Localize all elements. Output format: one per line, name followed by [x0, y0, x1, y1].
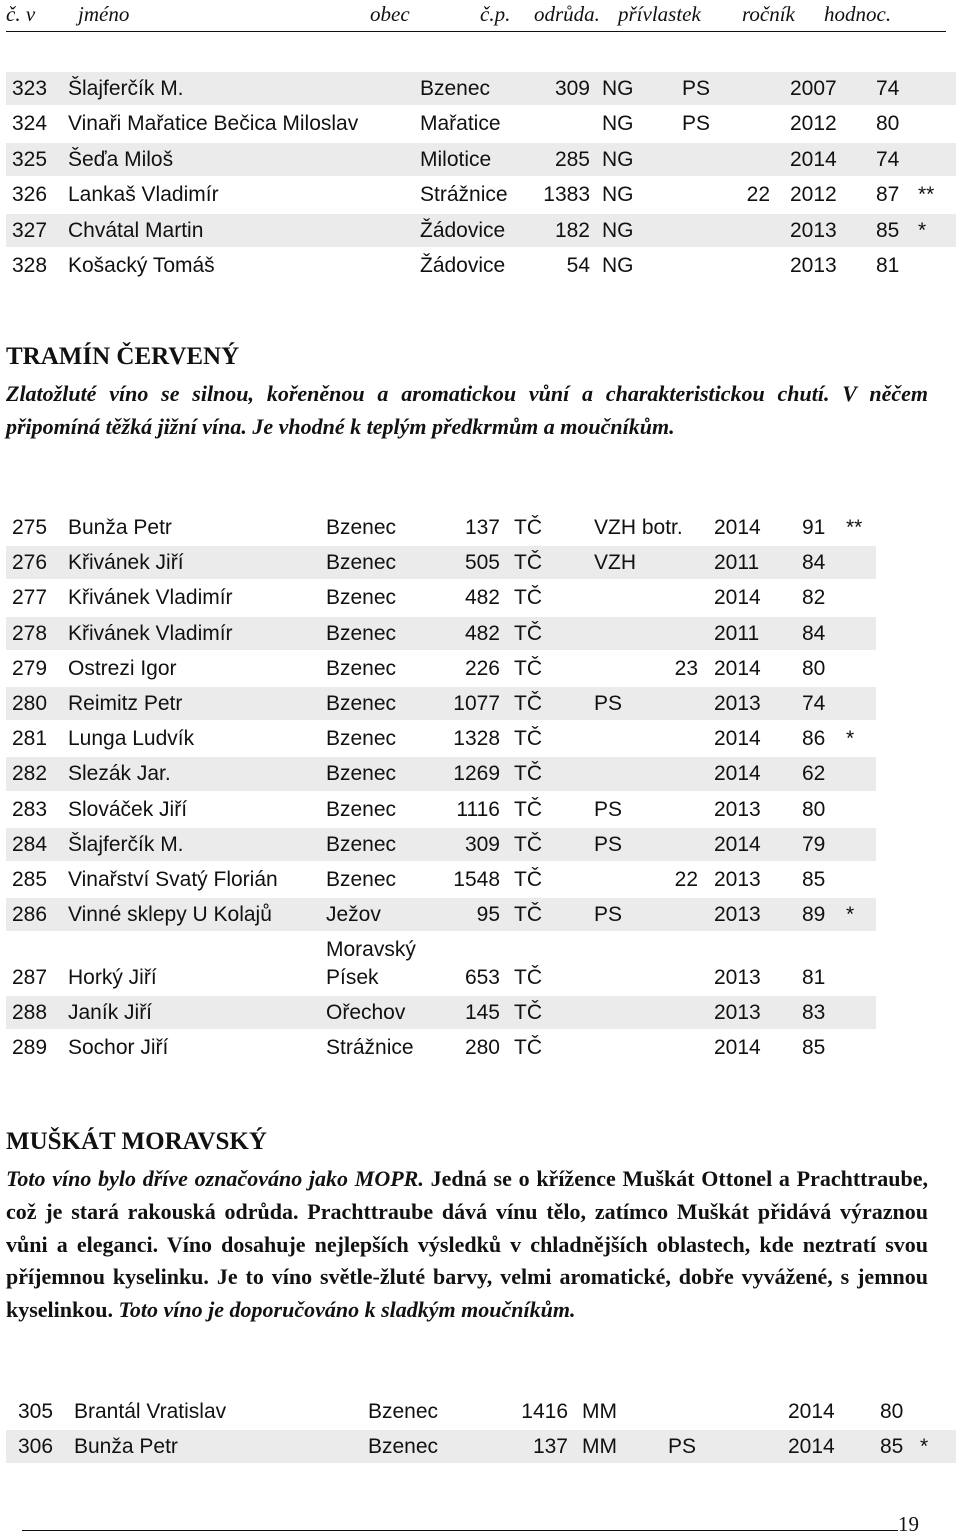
cell-var: TČ	[514, 965, 542, 989]
cell-pred: PS	[594, 903, 623, 927]
table-row	[6, 652, 876, 685]
cell-score: 80	[802, 656, 826, 680]
cell-year: 2013	[714, 903, 761, 927]
cell-cp: 482	[464, 621, 500, 645]
cell-cp: 653	[464, 965, 500, 989]
header-obec: obec	[370, 2, 410, 26]
cell-year: 2014	[714, 586, 761, 610]
footer-rule	[22, 1530, 898, 1531]
cell-year: 2013	[714, 692, 761, 715]
cell-var: TČ	[514, 762, 542, 786]
cell-var: TČ	[514, 868, 542, 891]
cell-var: NG	[602, 77, 634, 100]
section-description-muskat	[6, 1163, 928, 1327]
table-row	[6, 757, 876, 790]
cell-name: Bunža Petr	[68, 516, 172, 539]
cell-year: 2011	[714, 551, 760, 575]
section-title-tramin: TRAMÍN ČERVENÝ	[6, 343, 240, 370]
cell-name: Košacký Tomáš	[68, 254, 215, 277]
cell-pred: VZH botr.	[594, 516, 683, 539]
cell-n: 22	[746, 183, 770, 207]
cell-cp: 482	[464, 586, 500, 610]
cell-name: Slezák Jar.	[68, 762, 171, 786]
cell-year: 2014	[714, 727, 761, 751]
cell-cp: 182	[554, 218, 590, 242]
cell-cp: 1328	[453, 727, 500, 751]
cell-town: Bzenec	[326, 797, 397, 821]
cell-pred: PS	[682, 77, 711, 100]
cell-pred: PS	[682, 112, 711, 136]
page-number: 19	[898, 1512, 919, 1536]
cell-cp: 309	[554, 77, 590, 100]
cell-name: Vinaři Mařatice Bečica Miloslav	[68, 112, 359, 136]
cell-year: 2011	[714, 621, 760, 645]
cell-var: TČ	[514, 797, 542, 821]
cell-town: Bzenec	[368, 1400, 439, 1423]
cell-name: Šlajferčík M.	[68, 832, 184, 856]
cell-name: Šeďa Miloš	[68, 147, 174, 171]
cell-town-line1: Moravský	[326, 938, 416, 962]
cell-score: 80	[880, 1400, 904, 1423]
table-row	[6, 933, 876, 993]
cell-star: **	[846, 516, 863, 539]
cell-name: Brantál Vratislav	[74, 1400, 227, 1423]
table-row	[6, 1430, 956, 1463]
table-row	[6, 214, 956, 247]
cell-var: TČ	[514, 516, 542, 539]
cell-name: Šlajferčík M.	[68, 77, 184, 100]
table-row	[6, 143, 956, 176]
cell-town: Bzenec	[326, 586, 397, 610]
header-cp: č.p.	[480, 2, 511, 26]
cell-town: Bzenec	[326, 516, 397, 539]
cell-no: 280	[12, 692, 48, 715]
cell-star: *	[846, 903, 855, 927]
cell-var: MM	[582, 1435, 617, 1458]
description-part-1: Toto víno bylo dříve označováno jako MOPR.	[6, 1166, 424, 1191]
cell-var: TČ	[514, 1000, 542, 1024]
section-description-tramin: Zlatožluté víno se silnou, kořeněnou a aromatickou vůní a charakteristickou chutí. V něčem připomíná těžká jižní vína. Je vhodné k teplým předkrmům a moučníkům.	[6, 381, 928, 439]
cell-var: NG	[602, 218, 634, 242]
cell-cp: 505	[464, 551, 500, 575]
header-cv: č. v	[6, 2, 36, 26]
cell-no: 283	[12, 797, 48, 821]
table-row	[6, 511, 876, 544]
cell-score: 83	[802, 1000, 826, 1024]
cell-no: 288	[12, 1000, 48, 1024]
cell-year: 2014	[790, 147, 837, 171]
cell-score: 87	[876, 183, 900, 207]
cell-pred: PS	[594, 832, 623, 856]
cell-year: 2014	[714, 1036, 761, 1059]
cell-var: NG	[602, 254, 634, 277]
section-title-muskat: MUŠKÁT MORAVSKÝ	[6, 1128, 267, 1155]
cell-var: TČ	[514, 586, 542, 610]
cell-pred: VZH	[594, 551, 636, 575]
cell-var: MM	[582, 1400, 617, 1423]
cell-name: Křivánek Vladimír	[68, 586, 233, 610]
cell-var: TČ	[514, 727, 542, 751]
table-row	[6, 1031, 876, 1064]
cell-name: Lankaš Vladimír	[68, 183, 219, 207]
cell-town: Bzenec	[368, 1435, 439, 1458]
cell-score: 74	[802, 692, 826, 715]
cell-var: TČ	[514, 1036, 542, 1059]
cell-cp: 1383	[543, 183, 590, 207]
cell-score: 62	[802, 762, 826, 786]
cell-year: 2014	[714, 516, 761, 539]
table-row	[6, 546, 876, 579]
cell-name: Ostrezi Igor	[68, 656, 177, 680]
cell-cp: 1077	[453, 692, 500, 715]
header-rocnik: ročník	[742, 2, 795, 26]
table-row	[6, 793, 876, 826]
cell-town: Bzenec	[326, 551, 397, 575]
cell-cp: 1269	[453, 762, 500, 786]
cell-n: 22	[674, 868, 698, 891]
cell-town: Bzenec	[326, 692, 397, 715]
cell-no: 282	[12, 762, 48, 786]
cell-town: Bzenec	[326, 727, 397, 751]
table-row	[6, 687, 876, 720]
cell-name: Bunža Petr	[74, 1435, 178, 1458]
cell-year: 2014	[788, 1435, 835, 1458]
cell-score: 86	[802, 727, 826, 751]
table-row	[6, 72, 956, 105]
cell-cp: 137	[532, 1435, 568, 1458]
cell-cp: 285	[554, 147, 590, 171]
cell-year: 2014	[714, 656, 761, 680]
cell-year: 2014	[714, 832, 761, 856]
table-row	[6, 178, 956, 211]
cell-no: 286	[12, 903, 48, 927]
cell-score: 85	[876, 218, 900, 242]
cell-cp: 309	[464, 832, 500, 856]
cell-cp: 1116	[456, 797, 500, 821]
cell-town: Milotice	[420, 147, 492, 171]
cell-no: 285	[12, 868, 48, 891]
cell-town: Ježov	[326, 903, 381, 927]
column-header-row	[6, 2, 946, 32]
cell-star: **	[918, 183, 935, 207]
cell-no: 289	[12, 1036, 48, 1059]
cell-cp: 1548	[453, 868, 500, 891]
cell-town: Strážnice	[326, 1036, 414, 1059]
cell-cp: 280	[464, 1036, 500, 1059]
cell-var: NG	[602, 183, 634, 207]
cell-year: 2013	[714, 797, 761, 821]
cell-score: 81	[802, 965, 826, 989]
cell-name: Slováček Jiří	[68, 797, 188, 821]
cell-year: 2014	[788, 1400, 835, 1423]
cell-var: TČ	[514, 692, 542, 715]
cell-year: 2012	[790, 112, 837, 136]
cell-year: 2014	[714, 762, 761, 786]
cell-name: Křivánek Jiří	[68, 551, 184, 575]
cell-name: Janík Jiří	[68, 1000, 153, 1024]
cell-score: 80	[802, 797, 826, 821]
cell-town: Bzenec	[326, 621, 397, 645]
cell-cp: 1416	[521, 1400, 568, 1423]
cell-var: NG	[602, 112, 634, 136]
cell-n: 23	[674, 656, 698, 680]
cell-no: 305	[18, 1400, 54, 1423]
cell-score: 89	[802, 903, 826, 927]
cell-town: Bzenec	[326, 762, 397, 786]
cell-name: Křivánek Vladimír	[68, 621, 233, 645]
cell-town: Bzenec	[326, 656, 397, 680]
table-row	[6, 722, 876, 755]
cell-no: 287	[12, 965, 48, 989]
cell-no: 324	[12, 112, 48, 136]
cell-name: Reimitz Petr	[68, 692, 183, 715]
table-row	[6, 1395, 956, 1428]
table-row	[6, 617, 876, 650]
cell-score: 74	[876, 147, 900, 171]
cell-name: Vinařství Svatý Florián	[68, 868, 278, 891]
cell-no: 279	[12, 656, 48, 680]
cell-name: Vinné sklepy U Kolajů	[68, 903, 272, 927]
cell-year: 2013	[790, 218, 837, 242]
cell-name: Sochor Jiří	[68, 1036, 169, 1059]
cell-no: 327	[12, 218, 48, 242]
cell-var: TČ	[514, 832, 542, 856]
header-jmeno: jméno	[78, 2, 130, 26]
cell-town-line2: Písek	[326, 965, 379, 989]
table-row	[6, 581, 876, 614]
cell-no: 325	[12, 147, 48, 171]
cell-var: TČ	[514, 656, 542, 680]
cell-score: 91	[802, 516, 826, 539]
cell-town: Ořechov	[326, 1000, 406, 1024]
cell-cp: 54	[566, 254, 590, 277]
cell-year: 2013	[714, 1000, 761, 1024]
header-privlastek: přívlastek	[618, 2, 701, 26]
table-row	[6, 828, 876, 861]
cell-cp: 145	[464, 1000, 500, 1024]
cell-score: 74	[876, 77, 900, 100]
cell-no: 284	[12, 832, 48, 856]
cell-var: TČ	[514, 903, 542, 927]
cell-no: 281	[12, 727, 48, 751]
cell-year: 2013	[714, 868, 761, 891]
cell-no: 278	[12, 621, 48, 645]
cell-town: Bzenec	[326, 868, 397, 891]
cell-town: Mařatice	[420, 112, 501, 136]
cell-pred: PS	[668, 1435, 697, 1458]
cell-var: TČ	[514, 621, 542, 645]
header-odruda: odrůda.	[534, 2, 600, 26]
cell-no: 326	[12, 183, 48, 207]
cell-year: 2012	[790, 183, 837, 207]
description-part-2: Jedná se o křížence Muškát Ottonel a Prachttraube, což je stará rakouská odrůda. Prachttraube dává vínu tělo, zatímco Muškát přidává výraznou vůni a eleganci. Víno dosahuje nejlepších výsledků v chladnějších oblastech, kde neztratí svou příjemnou kyselinku. Je to víno světle-žluté barvy, velmi aromatické, dobře vyvážené, s jemnou kyselinkou.	[6, 1166, 928, 1323]
cell-score: 82	[802, 586, 826, 610]
header-hodnoc: hodnoc.	[824, 2, 892, 26]
cell-pred: PS	[594, 692, 623, 715]
cell-pred: PS	[594, 797, 623, 821]
cell-town: Strážnice	[420, 183, 508, 207]
cell-score: 85	[880, 1435, 904, 1458]
cell-star: *	[918, 218, 927, 242]
cell-no: 323	[12, 77, 48, 100]
cell-year: 2013	[790, 254, 837, 277]
table-row	[6, 863, 876, 896]
table-row	[6, 107, 956, 140]
cell-no: 276	[12, 551, 48, 575]
cell-score: 84	[802, 621, 826, 645]
cell-score: 80	[876, 112, 900, 136]
cell-score: 85	[802, 1036, 826, 1059]
cell-var: TČ	[514, 551, 542, 575]
cell-year: 2007	[790, 77, 837, 100]
cell-score: 85	[802, 868, 826, 891]
cell-cp: 95	[476, 903, 500, 927]
cell-name: Chvátal Martin	[68, 218, 204, 242]
cell-no: 328	[12, 254, 48, 277]
cell-year: 2013	[714, 965, 761, 989]
cell-town: Žádovice	[420, 254, 506, 277]
cell-town: Žádovice	[420, 218, 506, 242]
cell-town: Bzenec	[420, 77, 491, 100]
cell-no: 306	[18, 1435, 54, 1458]
cell-town: Bzenec	[326, 832, 397, 856]
description-part-3: Toto víno je doporučováno k sladkým moučníkům.	[113, 1297, 576, 1323]
cell-var: NG	[602, 147, 634, 171]
cell-cp: 226	[464, 656, 500, 680]
cell-score: 81	[876, 254, 900, 277]
cell-no: 277	[12, 586, 48, 610]
table-row	[6, 898, 876, 931]
cell-name: Lunga Ludvík	[68, 727, 195, 751]
cell-star: *	[846, 727, 855, 751]
cell-score: 79	[802, 832, 826, 856]
cell-no: 275	[12, 516, 48, 539]
cell-score: 84	[802, 551, 826, 575]
cell-cp: 137	[464, 516, 500, 539]
table-row	[6, 249, 956, 282]
cell-name: Horký Jiří	[68, 965, 157, 989]
cell-star: *	[920, 1435, 929, 1458]
table-row	[6, 996, 876, 1029]
